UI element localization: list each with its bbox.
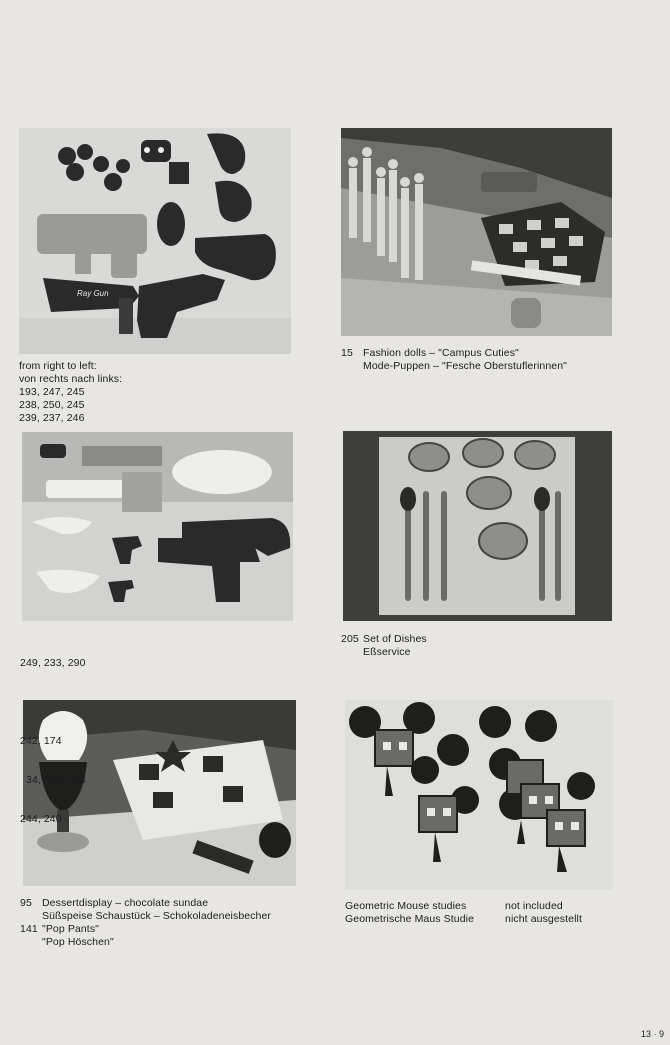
caption-subtitle: Mode-Puppen – "Fesche Oberstuflerinnen" <box>363 360 567 372</box>
caption-line <box>20 696 86 709</box>
caption-subtitle: "Pop Höschen" <box>42 936 114 948</box>
caption-title: "Pop Pants" <box>42 923 100 935</box>
caption-title: Geometric Mouse studies <box>345 900 467 912</box>
photo-geometric-mouse <box>345 700 613 890</box>
caption-subtitle: Geometrische Maus Studie <box>345 913 475 925</box>
caption-line: 242, 174 <box>20 735 62 747</box>
photo-set-of-dishes <box>343 431 612 621</box>
ray-gun-label: Ray Gun <box>77 289 109 298</box>
caption-title: Dessertdisplay – chocolate sundae <box>42 897 209 909</box>
note-english: not included <box>505 900 563 912</box>
caption-subtitle: Eßservice <box>363 646 411 658</box>
caption-title: Fashion dolls – "Campus Cuties" <box>363 347 519 359</box>
caption-subtitle: Süßspeise Schaustück – Schokoladeneisbecher <box>42 910 272 922</box>
caption-set-of-dishes <box>341 633 427 659</box>
caption-toy-guns <box>19 360 122 425</box>
caption-line: from right to left: <box>19 360 97 372</box>
note-german: nicht ausgestellt <box>505 913 582 925</box>
caption-dessert-display <box>20 897 271 949</box>
page-number: 13 · 9 <box>640 1029 664 1039</box>
caption-line: 249, 233, 290 <box>20 657 86 669</box>
caption-line: 238, 250, 245 <box>19 399 85 411</box>
caption-line: 244, 240 <box>20 813 62 825</box>
catalog-number: 15 <box>341 347 353 359</box>
caption-fashion-dolls <box>341 347 567 373</box>
caption-exhibit-note <box>505 900 582 926</box>
photo-toy-guns-2 <box>22 432 293 621</box>
caption-line: 239, 237, 246 <box>19 412 85 424</box>
catalog-number: 205 <box>341 633 359 645</box>
photo-toy-guns <box>19 128 291 354</box>
caption-line: 34, 240, 248 <box>20 774 86 786</box>
caption-title: Set of Dishes <box>363 633 427 645</box>
caption-line: 193, 247, 245 <box>19 386 85 398</box>
caption-toy-guns-2 <box>20 631 86 839</box>
catalog-number: 141 <box>20 923 38 935</box>
photo-fashion-dolls <box>341 128 612 336</box>
caption-line: von rechts nach links: <box>19 373 123 385</box>
catalog-number: 95 <box>20 897 32 909</box>
caption-geometric-mouse <box>345 900 474 926</box>
